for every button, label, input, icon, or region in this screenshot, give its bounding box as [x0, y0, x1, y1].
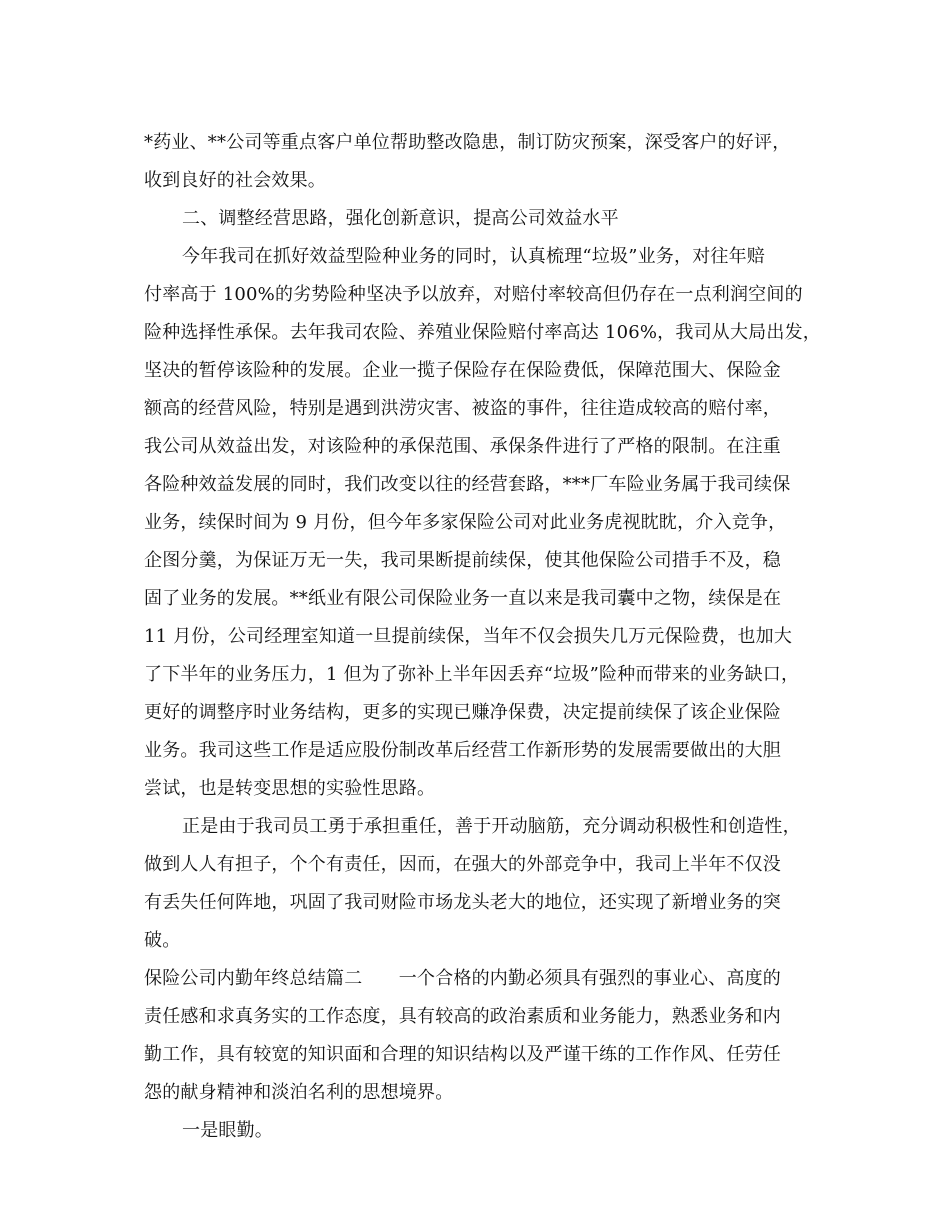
- text-line: 付率高于 100%的劣势险种坚决予以放弃，对赔付率较高但仍存在一点利润空间的: [144, 284, 803, 305]
- text-line: 了下半年的业务压力，1 但为了弥补上半年因丢弃“垃圾”险种而带来的业务缺口，: [144, 664, 800, 685]
- text-line: 保险公司内勤年终总结篇二 一个合格的内勤必须具有强烈的事业心、高度的: [144, 968, 781, 989]
- text-line: 险种选择性承保。去年我司农险、养殖业保险赔付率高达 106%，我司从大局出发，: [144, 322, 821, 343]
- text-line: 收到良好的社会效果。: [144, 170, 326, 191]
- text-line: 正是由于我司员工勇于承担重任，善于开动脑筋，充分调动积极性和创造性，: [182, 816, 801, 837]
- text-line: 11 月份，公司经理室知道一旦提前续保，当年不仅会损失几万元保险费，也加大: [144, 626, 793, 647]
- text-line: 勤工作，具有较宽的知识面和合理的知识结构以及严谨干练的工作作风、任劳任: [144, 1044, 781, 1065]
- text-line: 我公司从效益出发，对该险种的承保范围、承保条件进行了严格的限制。在注重: [144, 436, 781, 457]
- text-line: 尝试，也是转变思想的实验性思路。: [144, 778, 436, 799]
- text-line: 坚决的暂停该险种的发展。企业一揽子保险存在保险费低，保障范围大、保险金: [144, 360, 781, 381]
- text-line: 责任感和求真务实的工作态度，具有较高的政治素质和业务能力，熟悉业务和内: [144, 1006, 781, 1027]
- text-line: 一是眼勤。: [182, 1120, 273, 1141]
- text-line: 企图分羹，为保证万无一失，我司果断提前续保，使其他保险公司措手不及，稳: [144, 550, 781, 571]
- text-line: 各险种效益发展的同时，我们改变以往的经营套路，***厂车险业务属于我司续保: [144, 474, 791, 495]
- text-line: 破。: [144, 930, 181, 951]
- text-line: *药业、**公司等重点客户单位帮助整改隐患，制订防灾预案，深受客户的好评，: [144, 132, 791, 153]
- text-line: 更好的调整序时业务结构，更多的实现已赚净保费，决定提前续保了该企业保险: [144, 702, 781, 723]
- text-line: 额高的经营风险，特别是遇到洪涝灾害、被盗的事件，往往造成较高的赔付率，: [144, 398, 781, 419]
- text-line: 业务。我司这些工作是适应股份制改革后经营工作新形势的发展需要做出的大胆: [144, 740, 781, 761]
- text-line: 怨的献身精神和淡泊名利的思想境界。: [144, 1082, 454, 1103]
- text-line: 今年我司在抓好效益型险种业务的同时，认真梳理“垃圾”业务，对往年赔: [182, 246, 766, 267]
- text-line: 有丢失任何阵地，巩固了我司财险市场龙头老大的地位，还实现了新增业务的突: [144, 892, 781, 913]
- text-line: 业务，续保时间为 9 月份，但今年多家保险公司对此业务虎视眈眈，介入竞争，: [144, 512, 787, 533]
- section-heading: 二、调整经营思路，强化创新意识，提高公司效益水平: [182, 208, 619, 229]
- text-line: 固了业务的发展。**纸业有限公司保险业务一直以来是我司囊中之物，续保是在: [144, 588, 782, 609]
- text-line: 做到人人有担子，个个有责任，因而，在强大的外部竞争中，我司上半年不仅没: [144, 854, 781, 875]
